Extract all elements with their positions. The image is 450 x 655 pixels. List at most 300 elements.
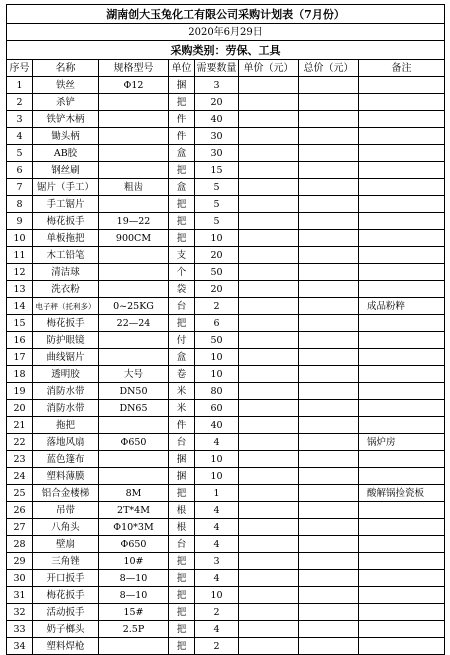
item-quantity: 4: [195, 502, 239, 519]
table-row: [7, 128, 445, 145]
item-unit-price: [239, 383, 299, 400]
item-name: 防护眼镜: [33, 332, 99, 349]
item-quantity: 2: [195, 604, 239, 621]
item-total-price: [299, 196, 359, 213]
item-unit-price: [239, 451, 299, 468]
item-total-price: [299, 247, 359, 264]
item-name: 塑料焊枪: [33, 638, 99, 655]
item-unit-price: [239, 349, 299, 366]
item-unit: 捆: [169, 77, 195, 94]
item-remarks: [359, 417, 445, 434]
row-index: 29: [7, 553, 33, 570]
item-total-price: [299, 315, 359, 332]
item-unit: 捆: [169, 451, 195, 468]
item-remarks: 酸解锅捡瓷板: [359, 485, 445, 502]
item-unit-price: [239, 621, 299, 638]
item-name: 铁铲木柄: [33, 111, 99, 128]
item-unit-price: [239, 230, 299, 247]
item-name: 电子秤（托利多）: [33, 298, 99, 315]
item-unit-price: [239, 94, 299, 111]
item-unit: 盒: [169, 179, 195, 196]
row-index: 19: [7, 383, 33, 400]
item-spec: 2.5P: [99, 621, 169, 638]
item-unit-price: [239, 315, 299, 332]
item-spec: [99, 332, 169, 349]
item-unit-price: [239, 111, 299, 128]
item-spec: [99, 281, 169, 298]
item-unit-price: [239, 281, 299, 298]
item-remarks: [359, 145, 445, 162]
item-unit-price: [239, 366, 299, 383]
item-unit-price: [239, 485, 299, 502]
item-name: 钢丝刷: [33, 162, 99, 179]
item-quantity: 4: [195, 519, 239, 536]
item-name: 单板拖把: [33, 230, 99, 247]
item-name: 梅花扳手: [33, 587, 99, 604]
item-quantity: 60: [195, 400, 239, 417]
item-spec: 900CM: [99, 230, 169, 247]
item-spec: Φ10*3M: [99, 519, 169, 536]
item-total-price: [299, 587, 359, 604]
item-remarks: [359, 332, 445, 349]
date-row: [7, 24, 445, 41]
row-index: 32: [7, 604, 33, 621]
item-unit-price: [239, 213, 299, 230]
table-row: [7, 298, 445, 315]
table-row: [7, 417, 445, 434]
item-total-price: [299, 434, 359, 451]
item-name: 梅花扳手: [33, 315, 99, 332]
item-quantity: 15: [195, 162, 239, 179]
item-name: 洗衣粉: [33, 281, 99, 298]
item-unit-price: [239, 400, 299, 417]
row-index: 18: [7, 366, 33, 383]
item-remarks: 锅炉房: [359, 434, 445, 451]
item-unit-price: [239, 162, 299, 179]
item-spec: 19—22: [99, 213, 169, 230]
item-quantity: 3: [195, 553, 239, 570]
row-index: 17: [7, 349, 33, 366]
row-index: 1: [7, 77, 33, 94]
item-spec: Φ12: [99, 77, 169, 94]
item-unit: 把: [169, 162, 195, 179]
row-index: 24: [7, 468, 33, 485]
header-cell-spec: 规格型号: [99, 60, 169, 77]
item-unit-price: [239, 536, 299, 553]
item-name: 消防水带: [33, 400, 99, 417]
item-unit: 台: [169, 536, 195, 553]
table-row: [7, 587, 445, 604]
item-unit: 把: [169, 213, 195, 230]
item-quantity: 80: [195, 383, 239, 400]
table-row: [7, 553, 445, 570]
item-unit-price: [239, 638, 299, 655]
item-spec: 粗齿: [99, 179, 169, 196]
item-total-price: [299, 332, 359, 349]
purchase-plan-sheet: [6, 4, 444, 655]
item-unit: 把: [169, 196, 195, 213]
item-unit: 把: [169, 230, 195, 247]
table-row: [7, 451, 445, 468]
item-name: 拖把: [33, 417, 99, 434]
item-total-price: [299, 145, 359, 162]
header-cell-unit: 单位: [169, 60, 195, 77]
item-spec: DN50: [99, 383, 169, 400]
item-remarks: [359, 213, 445, 230]
item-total-price: [299, 94, 359, 111]
item-quantity: 10: [195, 366, 239, 383]
row-index: 22: [7, 434, 33, 451]
table-row: [7, 145, 445, 162]
table-row: [7, 332, 445, 349]
item-unit: 卷: [169, 366, 195, 383]
item-unit: 把: [169, 604, 195, 621]
title-row: [7, 5, 445, 24]
row-index: 5: [7, 145, 33, 162]
table-row: [7, 570, 445, 587]
table-row: [7, 519, 445, 536]
row-index: 16: [7, 332, 33, 349]
table-row: [7, 230, 445, 247]
item-remarks: [359, 587, 445, 604]
item-unit: 把: [169, 570, 195, 587]
item-unit: 根: [169, 519, 195, 536]
item-spec: Φ650: [99, 434, 169, 451]
table-row: [7, 349, 445, 366]
item-unit: 付: [169, 332, 195, 349]
row-index: 27: [7, 519, 33, 536]
item-name: 蓝色篷布: [33, 451, 99, 468]
row-index: 14: [7, 298, 33, 315]
item-unit: 支: [169, 247, 195, 264]
item-remarks: [359, 621, 445, 638]
header-cell-unit-price: 单价（元）: [239, 60, 299, 77]
item-remarks: [359, 468, 445, 485]
item-remarks: [359, 349, 445, 366]
item-quantity: 1: [195, 485, 239, 502]
item-spec: 大号: [99, 366, 169, 383]
item-unit: 盒: [169, 349, 195, 366]
item-name: 活动扳手: [33, 604, 99, 621]
item-unit: 捆: [169, 468, 195, 485]
item-unit-price: [239, 145, 299, 162]
row-index: 7: [7, 179, 33, 196]
item-total-price: [299, 468, 359, 485]
item-total-price: [299, 264, 359, 281]
item-unit: 把: [169, 485, 195, 502]
table-row: [7, 162, 445, 179]
item-quantity: 3: [195, 77, 239, 94]
sheet-date: 2020年6月29日: [7, 24, 445, 41]
row-index: 10: [7, 230, 33, 247]
item-total-price: [299, 111, 359, 128]
header-cell-index: 序号: [7, 60, 33, 77]
item-total-price: [299, 621, 359, 638]
item-name: 壁扇: [33, 536, 99, 553]
item-quantity: 4: [195, 536, 239, 553]
purchase-category: 采购类别：劳保、工具: [7, 41, 445, 60]
item-name: 塑料薄膜: [33, 468, 99, 485]
item-remarks: [359, 128, 445, 145]
item-unit: 台: [169, 434, 195, 451]
item-remarks: [359, 451, 445, 468]
item-unit-price: [239, 247, 299, 264]
item-name: 手工锯片: [33, 196, 99, 213]
table-row: [7, 77, 445, 94]
item-remarks: [359, 315, 445, 332]
item-unit: 袋: [169, 281, 195, 298]
item-unit: 根: [169, 502, 195, 519]
item-remarks: [359, 383, 445, 400]
item-total-price: [299, 400, 359, 417]
item-unit-price: [239, 196, 299, 213]
item-remarks: [359, 230, 445, 247]
item-quantity: 10: [195, 587, 239, 604]
row-index: 15: [7, 315, 33, 332]
item-remarks: [359, 162, 445, 179]
item-spec: 2T*4M: [99, 502, 169, 519]
item-quantity: 20: [195, 94, 239, 111]
item-quantity: 5: [195, 213, 239, 230]
item-remarks: [359, 281, 445, 298]
item-name: 透明胶: [33, 366, 99, 383]
table-row: [7, 315, 445, 332]
item-quantity: 4: [195, 434, 239, 451]
item-spec: 10#: [99, 553, 169, 570]
row-index: 11: [7, 247, 33, 264]
item-unit: 把: [169, 553, 195, 570]
header-row: [7, 60, 445, 77]
item-total-price: [299, 366, 359, 383]
item-unit-price: [239, 332, 299, 349]
item-spec: [99, 111, 169, 128]
item-spec: DN65: [99, 400, 169, 417]
item-unit-price: [239, 264, 299, 281]
item-unit-price: [239, 468, 299, 485]
row-index: 13: [7, 281, 33, 298]
item-quantity: 4: [195, 570, 239, 587]
category-row: [7, 41, 445, 60]
item-unit: 把: [169, 621, 195, 638]
item-quantity: 2: [195, 638, 239, 655]
item-spec: 8—10: [99, 587, 169, 604]
item-unit-price: [239, 502, 299, 519]
row-index: 30: [7, 570, 33, 587]
item-spec: Φ650: [99, 536, 169, 553]
item-name: 锯片（手工）: [33, 179, 99, 196]
item-total-price: [299, 417, 359, 434]
header-cell-quantity: 需要数量: [195, 60, 239, 77]
table-row: [7, 281, 445, 298]
item-spec: [99, 128, 169, 145]
item-quantity: 10: [195, 349, 239, 366]
item-name: 曲线锯片: [33, 349, 99, 366]
item-unit-price: [239, 298, 299, 315]
item-quantity: 10: [195, 451, 239, 468]
item-remarks: [359, 570, 445, 587]
table-row: [7, 434, 445, 451]
row-index: 6: [7, 162, 33, 179]
row-index: 2: [7, 94, 33, 111]
row-index: 8: [7, 196, 33, 213]
item-name: 落地风扇: [33, 434, 99, 451]
item-spec: 0~25KG: [99, 298, 169, 315]
item-quantity: 4: [195, 621, 239, 638]
item-remarks: [359, 247, 445, 264]
item-spec: 8M: [99, 485, 169, 502]
item-name: 锄头柄: [33, 128, 99, 145]
item-unit: 把: [169, 638, 195, 655]
item-unit-price: [239, 77, 299, 94]
item-remarks: [359, 519, 445, 536]
item-remarks: [359, 264, 445, 281]
row-index: 25: [7, 485, 33, 502]
item-remarks: [359, 638, 445, 655]
item-unit: 件: [169, 417, 195, 434]
item-name: 清洁球: [33, 264, 99, 281]
table-row: [7, 468, 445, 485]
table-row: [7, 383, 445, 400]
item-remarks: [359, 400, 445, 417]
table-row: [7, 621, 445, 638]
item-remarks: [359, 179, 445, 196]
header-cell-name: 名称: [33, 60, 99, 77]
item-unit-price: [239, 519, 299, 536]
table-row: [7, 366, 445, 383]
item-name: 木工铅笔: [33, 247, 99, 264]
item-unit: 把: [169, 587, 195, 604]
table-row: [7, 94, 445, 111]
table-row: [7, 485, 445, 502]
table-row: [7, 247, 445, 264]
row-index: 26: [7, 502, 33, 519]
item-spec: [99, 264, 169, 281]
item-quantity: 50: [195, 264, 239, 281]
table-row: [7, 196, 445, 213]
item-total-price: [299, 128, 359, 145]
item-total-price: [299, 502, 359, 519]
item-unit-price: [239, 128, 299, 145]
row-index: 21: [7, 417, 33, 434]
item-spec: [99, 145, 169, 162]
item-quantity: 2: [195, 298, 239, 315]
item-unit: 件: [169, 128, 195, 145]
item-unit: 件: [169, 111, 195, 128]
header-cell-remarks: 备注: [359, 60, 445, 77]
item-name: 杀铲: [33, 94, 99, 111]
item-name: AB胶: [33, 145, 99, 162]
item-quantity: 40: [195, 111, 239, 128]
item-spec: 22—24: [99, 315, 169, 332]
item-quantity: 20: [195, 281, 239, 298]
item-unit-price: [239, 553, 299, 570]
item-total-price: [299, 230, 359, 247]
item-total-price: [299, 451, 359, 468]
item-name: 三角锉: [33, 553, 99, 570]
row-index: 9: [7, 213, 33, 230]
item-unit: 盒: [169, 145, 195, 162]
row-index: 23: [7, 451, 33, 468]
table-row: [7, 638, 445, 655]
row-index: 20: [7, 400, 33, 417]
item-unit-price: [239, 417, 299, 434]
item-total-price: [299, 570, 359, 587]
item-total-price: [299, 281, 359, 298]
item-name: 奶子榔头: [33, 621, 99, 638]
item-unit-price: [239, 434, 299, 451]
item-unit: 个: [169, 264, 195, 281]
item-remarks: [359, 77, 445, 94]
item-spec: [99, 94, 169, 111]
item-remarks: [359, 196, 445, 213]
item-quantity: 10: [195, 230, 239, 247]
item-unit: 把: [169, 94, 195, 111]
item-quantity: 30: [195, 128, 239, 145]
item-total-price: [299, 638, 359, 655]
table-row: [7, 502, 445, 519]
item-name: 铁丝: [33, 77, 99, 94]
item-total-price: [299, 485, 359, 502]
item-total-price: [299, 604, 359, 621]
row-index: 4: [7, 128, 33, 145]
item-remarks: 成品粉粹: [359, 298, 445, 315]
item-quantity: 5: [195, 196, 239, 213]
row-index: 33: [7, 621, 33, 638]
row-index: 3: [7, 111, 33, 128]
item-quantity: 10: [195, 468, 239, 485]
item-spec: [99, 451, 169, 468]
item-name: 八角头: [33, 519, 99, 536]
item-remarks: [359, 111, 445, 128]
table-row: [7, 111, 445, 128]
table-row: [7, 536, 445, 553]
purchase-plan-table: [6, 4, 445, 655]
item-spec: 15#: [99, 604, 169, 621]
item-name: 梅花扳手: [33, 213, 99, 230]
item-name: 开口扳手: [33, 570, 99, 587]
item-unit-price: [239, 604, 299, 621]
table-row: [7, 179, 445, 196]
sheet-title: 湖南创大玉兔化工有限公司采购计划表（7月份）: [7, 5, 445, 24]
item-remarks: [359, 553, 445, 570]
item-quantity: 6: [195, 315, 239, 332]
item-remarks: [359, 502, 445, 519]
item-total-price: [299, 519, 359, 536]
item-unit: 把: [169, 315, 195, 332]
item-unit-price: [239, 570, 299, 587]
item-name: 吊带: [33, 502, 99, 519]
item-unit-price: [239, 587, 299, 604]
item-remarks: [359, 366, 445, 383]
item-remarks: [359, 94, 445, 111]
item-spec: [99, 162, 169, 179]
table-row: [7, 264, 445, 281]
table-row: [7, 400, 445, 417]
item-unit: 米: [169, 383, 195, 400]
item-unit: 台: [169, 298, 195, 315]
item-name: 消防水带: [33, 383, 99, 400]
item-total-price: [299, 383, 359, 400]
item-total-price: [299, 213, 359, 230]
item-spec: [99, 638, 169, 655]
table-row: [7, 213, 445, 230]
item-remarks: [359, 536, 445, 553]
item-spec: [99, 349, 169, 366]
item-total-price: [299, 162, 359, 179]
item-name: 铝合金楼梯: [33, 485, 99, 502]
item-unit: 米: [169, 400, 195, 417]
item-spec: [99, 417, 169, 434]
